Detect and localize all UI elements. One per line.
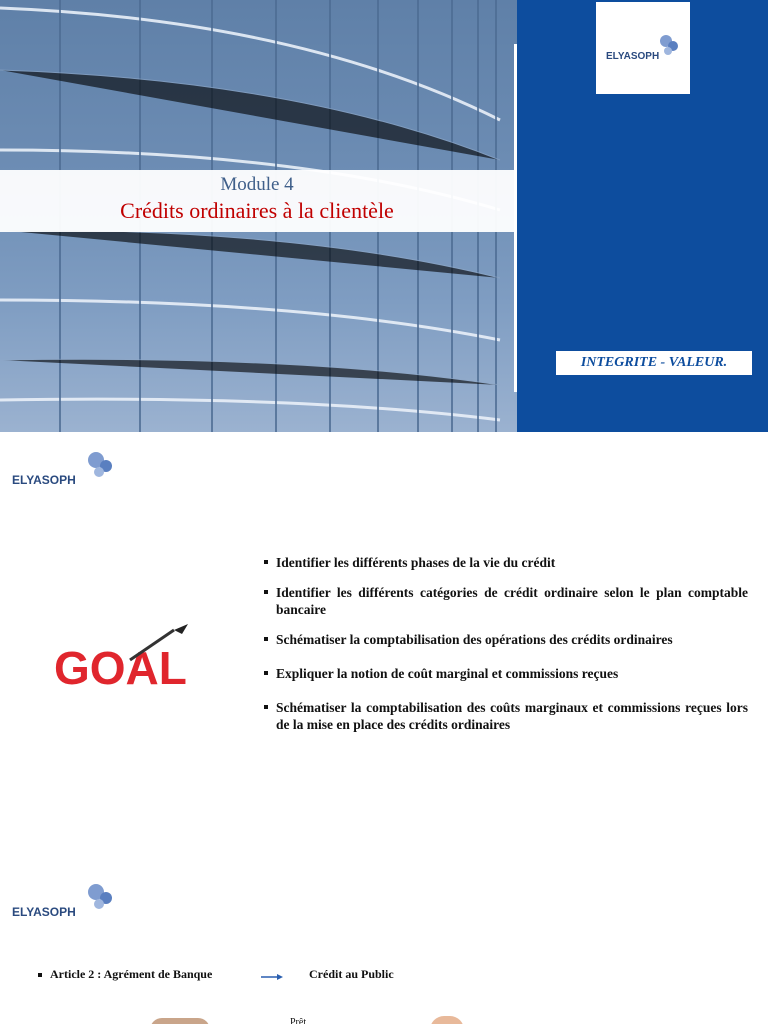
list-item: Schématiser la comptabilisation des opérations des crédits ordinaires: [262, 631, 748, 648]
logo-bubble-icon: [94, 467, 104, 477]
motto: INTEGRITE - VALEUR.: [556, 351, 752, 375]
pret-label: Prêt: [290, 1017, 307, 1024]
dart-flight-icon: [174, 624, 188, 634]
logo-bubble-icon: [664, 47, 672, 55]
list-item: Identifier les différents catégories de crédit ordinaire selon le plan comptable bancaire: [262, 584, 748, 618]
logo-text: ELYASOPH: [12, 905, 76, 919]
elyasoph-logo: [596, 2, 690, 94]
list-item: Identifier les différents phases de la vie du crédit: [262, 554, 748, 571]
credit-public-text: Crédit au Public: [309, 967, 394, 981]
bullet-square-icon: [38, 973, 42, 977]
elyasoph-logo: [10, 876, 120, 924]
logo-text: ELYASOPH: [12, 473, 76, 487]
hand-illustration: [150, 1018, 210, 1024]
module-label: Module 4: [220, 174, 294, 195]
article-bullet: [38, 967, 212, 982]
title-band: [0, 170, 514, 232]
hand-illustration: [430, 1016, 464, 1024]
goal-dart-icon: [52, 622, 216, 692]
list-item: Expliquer la notion de coût marginal et commissions reçues: [262, 665, 748, 682]
logo-box: [596, 2, 690, 94]
list-item: Schématiser la comptabilisation des coûts marginaux et commissions reçues lors de la mise en place des crédits ordinaires: [262, 699, 748, 733]
logo-bubble-icon: [94, 899, 104, 909]
article-slide: [0, 864, 768, 1024]
objectives-list: [262, 554, 748, 733]
article-text: Article 2 : Agrément de Banque: [50, 967, 213, 981]
elyasoph-logo: [10, 444, 120, 492]
arrow-right-icon: [261, 973, 283, 981]
goal-text: GOAL: [54, 642, 187, 692]
objectives-slide: [0, 432, 768, 864]
slide-title: Crédits ordinaires à la clientèle: [120, 198, 394, 223]
logo-text: ELYASOPH: [606, 51, 660, 62]
title-slide: [0, 0, 768, 432]
